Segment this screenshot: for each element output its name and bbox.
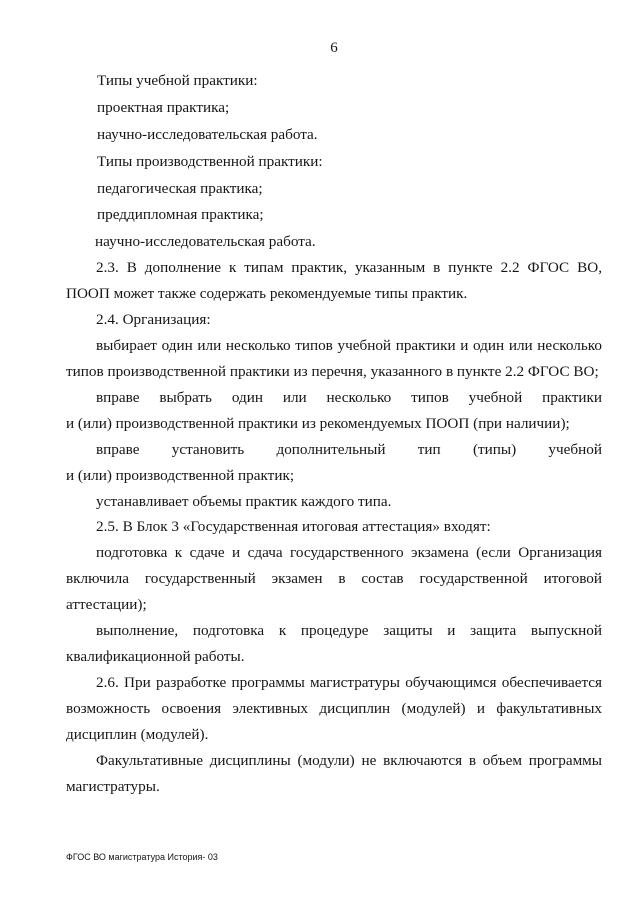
text-line: проектная практика;: [97, 99, 230, 116]
paragraph-line: Факультативные дисциплины (модули) не включаются в объем программы: [96, 752, 602, 769]
paragraph-line: 2.3. В дополнение к типам практик, указанным в пункте 2.2 ФГОС ВО,: [96, 259, 602, 276]
text-line: устанавливает объемы практик каждого типа.: [96, 493, 392, 510]
text-line: педагогическая практика;: [97, 180, 263, 197]
text-line: Типы учебной практики:: [97, 72, 258, 89]
paragraph-line: 2.6. При разработке программы магистратуры обучающимся обеспечивается: [96, 674, 602, 691]
page-number: 6: [330, 40, 338, 56]
paragraph-line: и (или) производственной практики из рекомендуемых ПООП (при наличии);: [66, 415, 570, 432]
footer-note: ФГОС ВО магистратура История- 03: [66, 852, 218, 862]
paragraph-line: вправе установить дополнительный тип (типы) учебной: [96, 441, 602, 458]
paragraph-line: магистратуры.: [66, 778, 160, 795]
text-line: преддипломная практика;: [97, 206, 264, 223]
paragraph-line: ПООП может также содержать рекомендуемые типы практик.: [66, 285, 468, 302]
paragraph-line: и (или) производственной практик;: [66, 467, 295, 484]
paragraph-line: дисциплин (модулей).: [66, 726, 209, 743]
paragraph-line: возможность освоения элективных дисциплин (модулей) и факультативных: [66, 700, 602, 717]
paragraph-line: включила государственный экзамен в состав государственной итоговой: [66, 570, 602, 587]
paragraph-line: выбирает один или несколько типов учебной практики и один или несколько: [96, 337, 602, 354]
paragraph-line: типов производственной практики из перечня, указанного в пункте 2.2 ФГОС ВО;: [66, 363, 599, 380]
text-line: Типы производственной практики:: [97, 153, 323, 170]
text-line: научно-исследовательская работа.: [97, 126, 318, 143]
paragraph-line: вправе выбрать один или несколько типов учебной практики: [96, 389, 602, 406]
paragraph-line: подготовка к сдаче и сдача государственного экзамена (если Организация: [96, 544, 602, 561]
text-line: 2.4. Организация:: [96, 311, 211, 328]
paragraph-line: аттестации);: [66, 596, 147, 613]
text-line: 2.5. В Блок 3 «Государственная итоговая аттестация» входят:: [96, 518, 491, 535]
text-line: научно-исследовательская работа.: [95, 233, 316, 250]
paragraph-line: квалификационной работы.: [66, 648, 245, 665]
paragraph-line: выполнение, подготовка к процедуре защиты и защита выпускной: [96, 622, 602, 639]
